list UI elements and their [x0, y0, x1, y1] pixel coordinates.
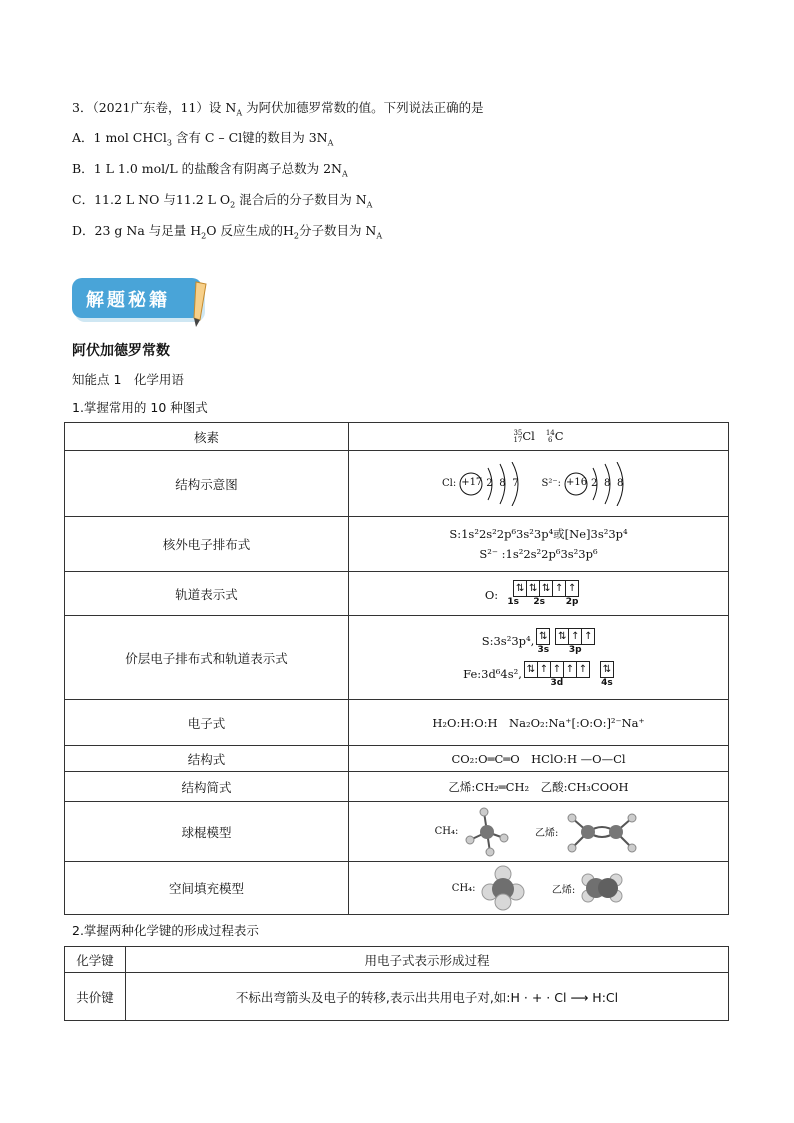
condensed-formula-cell: 乙烯:CH₂═CH₂ 乙酸:CH₃COOH: [349, 772, 729, 802]
valence-cell: S:3s²3p⁴, ⇅ 3s ⇅ ↑ ↑ 3p Fe:3d⁶4s², ⇅ ↑ ↑ ↑ ↑ 3d ⇅ 4s: [349, 616, 729, 700]
s-ion-diagram: +16 2 8 8: [563, 462, 635, 506]
bond-formation-table: [64, 946, 729, 1021]
table-row: 核外电子排布式 S:1s²2s²2p⁶3s²3p⁴或[Ne]3s²3p⁴ S²⁻ :1s²2s²2p⁶3s²3p⁶: [65, 517, 729, 572]
electron-formula-cell: H₂O:H:O:H Na₂O₂:Na⁺[:O:O:]²⁻Na⁺: [349, 700, 729, 746]
option-d: D．23 g Na 与足量 $H_2O$ 反应生成的$H_2$分子数目为 $N_A$: [72, 223, 383, 241]
table-row: 化学键 用电子式表示形成过程: [65, 947, 729, 973]
pencil-icon: [190, 280, 212, 328]
subheading-1: 1.掌握常用的 10 种图式: [72, 400, 208, 415]
section-title: 阿伏加德罗常数: [72, 343, 170, 359]
table-row: 结构示意图 Cl: +17 2 8 7 S²⁻: +16 2 8 8: [65, 451, 729, 517]
config-cell: S:1s²2s²2p⁶3s²3p⁴或[Ne]3s²3p⁴ S²⁻ :1s²2s²2p⁶3s²3p⁶: [349, 517, 729, 572]
ball-stick-cell: CH₄: 乙烯:: [349, 802, 729, 862]
table-row: 轨道表示式 O: ⇅ ⇅ ⇅ ↑ ↑ 1s 2s 2p: [65, 572, 729, 616]
option-a: A．1 mol CHCl$_3$ 含有 C – Cl键的数目为 $3N_A$: [72, 130, 334, 148]
table-row: 核素 35 17 Cl 14 6 C: [65, 423, 729, 451]
orbital-cell: O: ⇅ ⇅ ⇅ ↑ ↑ 1s 2s 2p: [349, 572, 729, 616]
knowledge-point: 知能点 1 化学用语: [72, 372, 184, 387]
structure-cell: Cl: +17 2 8 7 S²⁻: +16 2 8 8: [349, 451, 729, 517]
table-row: 电子式 H₂O:H:O:H Na₂O₂:Na⁺[:O:O:]²⁻Na⁺: [65, 700, 729, 746]
question-stem: 3．（2021广东卷，11）设 $N_A$ 为阿伏加德罗常数的值。下列说法正确的是: [72, 100, 484, 118]
question-source: （2021广东卷，11）: [92, 100, 209, 115]
question-number: 3．: [72, 100, 93, 115]
orbital-boxes: ⇅ ⇅ ⇅ ↑ ↑: [513, 580, 579, 597]
ch4-ball-stick-model: [462, 806, 512, 858]
diagram-types-table: [64, 422, 729, 915]
badge-text: 解题秘籍: [86, 290, 170, 311]
solution-badge: [72, 274, 210, 326]
ch4-space-filling-model: [480, 865, 526, 911]
table-row: 球棍模型 CH₄: 乙烯:: [65, 802, 729, 862]
table-row: 共价键 不标出弯箭头及电子的转移,表示出共用电子对,如:H · + · Cl ⟶ H:Cl: [65, 973, 729, 1021]
option-b: B．1 L 1.0 mol/L 的盐酸含有阴离子总数为 $2N_A$: [72, 161, 348, 179]
nuclide-cell: 35 17 Cl 14 6 C: [349, 423, 729, 451]
fe-valence-boxes: ⇅ ↑ ↑ ↑ ↑: [524, 661, 590, 678]
table-row: 价层电子排布式和轨道表示式 S:3s²3p⁴, ⇅ 3s ⇅ ↑ ↑ 3p Fe:3d⁶4s², ⇅ ↑ ↑ ↑ ↑ 3d ⇅ 4s: [65, 616, 729, 700]
structural-formula-cell: CO₂:O═C═O HClO:H —O—Cl: [349, 746, 729, 772]
option-c: C．11.2 L NO 与11.2 L $O_2$ 混合后的分子数目为 $N_A$: [72, 192, 373, 210]
ethylene-ball-stick-model: [562, 808, 642, 856]
cl-atom-diagram: +17 2 8 7: [458, 462, 530, 506]
table-row: 结构简式 乙烯:CH₂═CH₂ 乙酸:CH₃COOH: [65, 772, 729, 802]
s-valence-boxes: ⇅: [536, 628, 550, 645]
space-filling-cell: CH₄: 乙烯:: [349, 862, 729, 915]
table-row: 空间填充模型 CH₄: 乙烯:: [65, 862, 729, 915]
ethylene-space-filling-model: [579, 870, 625, 906]
table-row: 结构式 CO₂:O═C═O HClO:H —O—Cl: [65, 746, 729, 772]
subheading-2: 2.掌握两种化学键的形成过程表示: [72, 923, 259, 938]
